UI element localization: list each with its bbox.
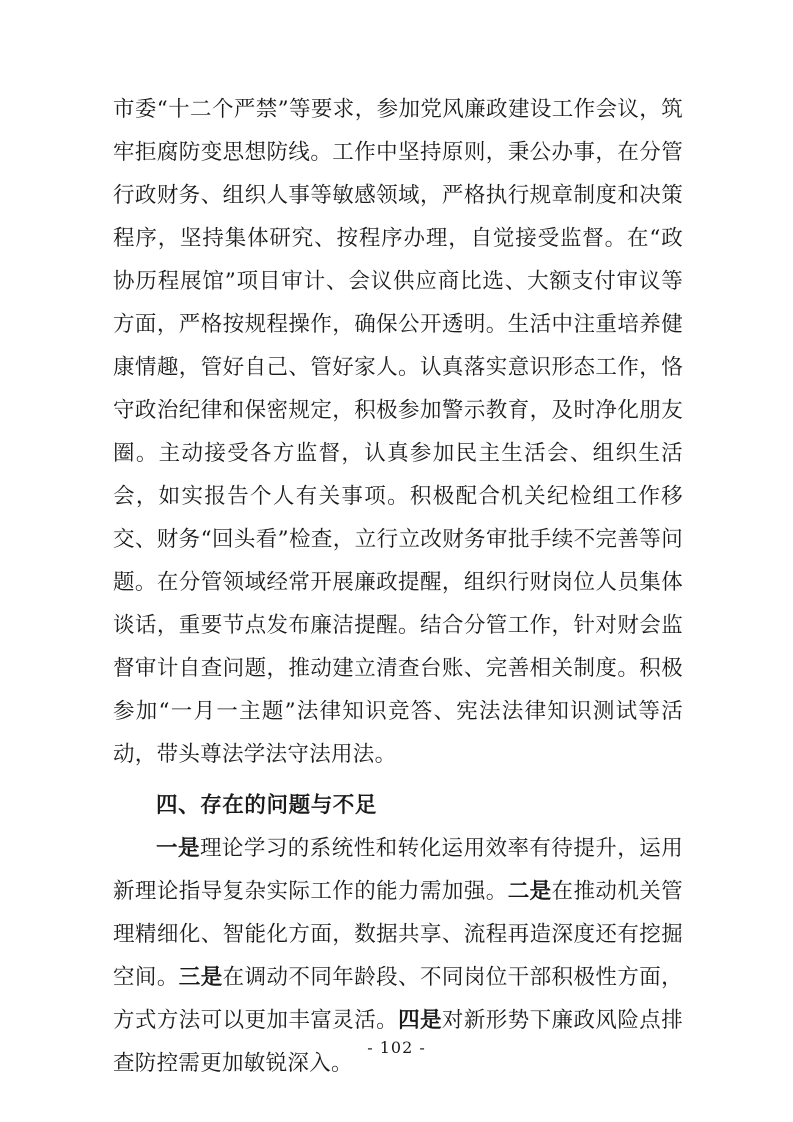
issue-marker-one: 一是 bbox=[156, 836, 200, 861]
issue-text-four: 对新形势下廉政风险点排查防控需更加敏锐深入。 bbox=[113, 1008, 683, 1076]
issue-text-three: 在调动不同年龄段、不同岗位干部积极性方面，方式方法可以更加丰富灵活。 bbox=[113, 965, 683, 1033]
body-paragraph: 市委“十二个严禁”等要求，参加党风廉政建设工作会议，筑牢拒腐防变思想防线。工作中坚持原则，秉公办事，在分管行政财务、组织人事等敏感领域，严格执行规章制度和决策程序，坚持集体研究、按程序办理，自觉接受监督。在“政协历程展馆”项目审计、会议供应商比选、大额支付审议等方面，严格按规程操作，确保公开透明。生活中注重培养健康情趣，管好自己、管好家人。认真落实意识形态工作，恪守政治纪律和保密规定，积极参加警示教育，及时净化朋友圈。主动接受各方监督，认真参加民主生活会、组织生活会，如实报告个人有关事项。积极配合机关纪检组工作移交、财务“回头看”检查，立行立改财务审批手续不完善等问题。在分管领域经常开展廉政提醒，组织行财岗位人员集体谈话，重要节点发布廉洁提醒。结合分管工作，针对财会监督审计自查问题，推动建立清查台账、完善相关制度。积极参加“一月一主题”法律知识竞答、宪法法律知识测试等活动，带头尊法学法守法用法。 bbox=[113, 97, 683, 767]
issue-text-two: 在推动机关管理精细化、智能化方面，数据共享、流程再造深度还有挖掘空间。 bbox=[113, 879, 683, 990]
page-content bbox=[113, 88, 683, 1085]
issue-marker-two: 二是 bbox=[507, 879, 552, 904]
section-heading: 四、存在的问题与不足 bbox=[156, 793, 378, 818]
issue-text-one: 理论学习的系统性和转化运用效率有待提升，运用新理论指导复杂实际工作的能力需加强。 bbox=[113, 836, 683, 904]
issue-marker-three: 三是 bbox=[178, 965, 223, 990]
paragraph-spacer bbox=[113, 776, 683, 784]
page-number: - 102 - bbox=[367, 1038, 426, 1057]
issue-marker-four: 四是 bbox=[398, 1008, 442, 1033]
